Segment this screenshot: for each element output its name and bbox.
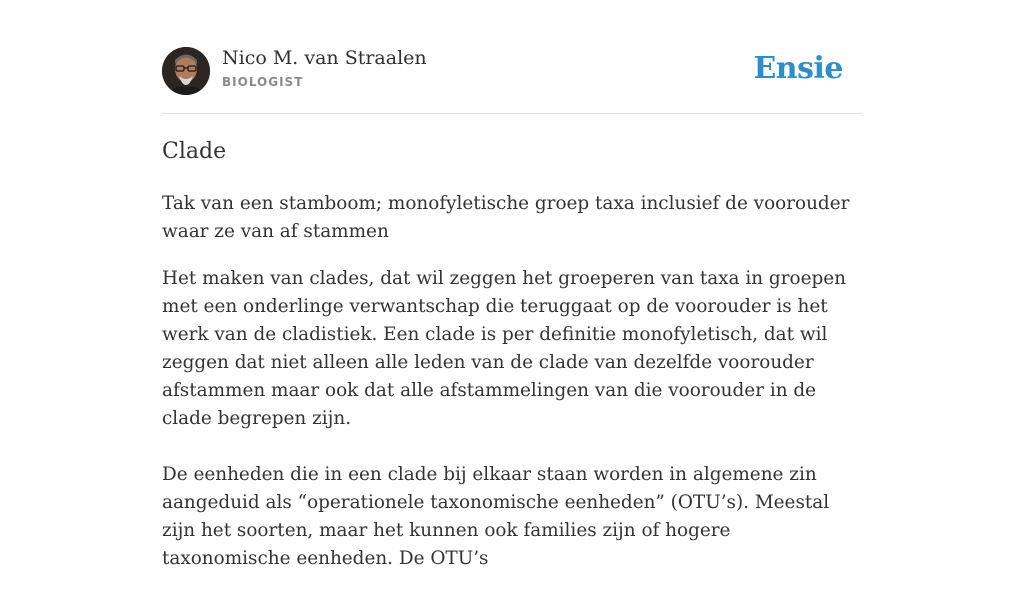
author-portrait-icon xyxy=(162,47,210,95)
brand-logo[interactable]: Ensie xyxy=(753,51,843,86)
body-paragraph: De eenheden die in een clade bij elkaar staan worden in algemene zin aangeduid als “operationele taxonomische eenheden” (OTU’s). Meestal zijn het soorten, maar het kunnen ook families zijn of hogere taxonomische eenheden. De OTU’s xyxy=(162,464,830,569)
entry-title: Clade xyxy=(162,139,227,164)
author-name[interactable]: Nico M. van Straalen xyxy=(222,47,427,69)
author-role: BIOLOGIST xyxy=(222,75,304,89)
body-paragraph: Het maken van clades, dat wil zeggen het groeperen van taxa in groepen met een onderlinge verwantschap die teruggaat op de voorouder is het werk van de cladistiek. Een clade is per definitie monofyletisch, dat wil zeggen dat niet alleen alle leden van de clade van dezelfde voorouder afstammen maar ook dat alle afstammelingen van die voorouder in de clade begrepen zijn. xyxy=(162,268,846,429)
page xyxy=(162,0,862,569)
entry-body xyxy=(162,265,862,601)
avatar[interactable] xyxy=(162,47,210,95)
author-header xyxy=(162,0,862,114)
entry-summary: Tak van een stamboom; monofyletische groep taxa inclusief de voorouder waar ze van af stammen xyxy=(162,193,850,242)
